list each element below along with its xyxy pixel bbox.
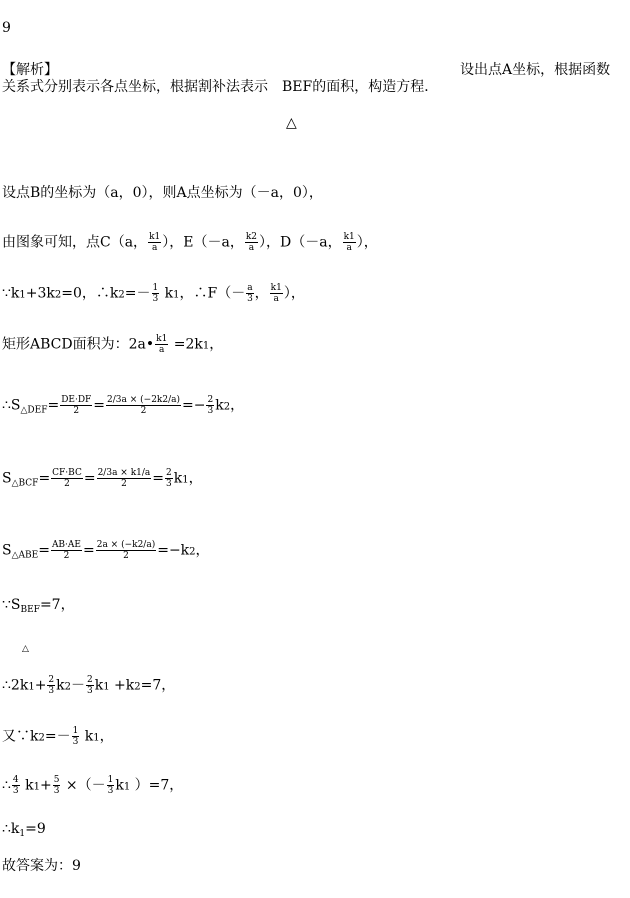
fraction: $\frac{4}{3}$: [12, 775, 19, 796]
fraction: $\frac{k1}{a}$: [149, 232, 161, 253]
answer-line: 故答案为：9: [2, 858, 81, 874]
fraction: $\frac{k1}{a}$: [156, 334, 168, 355]
analysis-heading: 【解析】: [2, 62, 58, 78]
fraction: $\frac{1}{3}$: [107, 775, 114, 796]
fraction: $\frac{2}{3}$: [166, 468, 172, 489]
analysis-line1: 设出点A坐标，根据函数: [460, 62, 611, 78]
fraction: $\frac{1}{3}$: [152, 283, 159, 304]
graph-coordinates-line: 由图象可知，点C（a， $\frac{k1}{a}$ ），E（－a， $\frac{k2}{a}$ ），D（－a， $\frac{k1}{a}$ ），: [2, 232, 378, 253]
area-def-line: $\therefore S_{\triangle DEF}=$ $\frac{DE\cdot DF}{2}$ = $\frac{2/3a \times (-2k2/a)}{2}$ =− $\frac{2}{3}$ k2，: [2, 395, 245, 416]
triangle-subscript: △: [22, 644, 29, 654]
fraction: $\frac{k1}{a}$: [343, 232, 355, 253]
b-coordinate-line: 设点B的坐标为（a，0），则A点坐标为（－a，0），: [2, 185, 323, 201]
fraction: $\frac{5}{3}$: [53, 775, 60, 796]
fraction: $\frac{AB\cdot AE}{2}$: [51, 540, 81, 561]
area-abe-line: $S_{\triangle ABE}=$ $\frac{AB\cdot AE}{2}$ = $\frac{2a \times (-k2/a)}{2}$ =−k2，: [2, 540, 210, 561]
fraction: $\frac{a}{3}$: [247, 283, 253, 304]
fraction: $\frac{k1}{a}$: [270, 283, 282, 304]
triangle-symbol: △: [286, 115, 297, 131]
area-bef-line: $\because S_{BEF}=7$，: [2, 597, 75, 615]
fraction: $\frac{CF\cdot BC}{2}$: [52, 468, 82, 489]
fraction: $\frac{2a \times (-k2/a)}{2}$: [96, 540, 156, 561]
fraction: $\frac{2}{3}$: [207, 395, 214, 416]
fraction: $\frac{2/3a \times k1/a}{2}$: [97, 468, 151, 489]
fraction: $\frac{1}{3}$: [72, 726, 79, 747]
area-bcf-line: $S_{\triangle BCF}=$ $\frac{CF\cdot BC}{2}$ = $\frac{2/3a \times k1/a}{2}$ = $\frac{2}{3}$ k1，: [2, 468, 203, 489]
analysis-line2: 关系式分别表示各点坐标，根据割补法表示 BEF的面积，构造方程．: [2, 79, 439, 95]
fraction: $\frac{DE\cdot DF}{2}$: [61, 395, 92, 416]
fraction: $\frac{2}{3}$: [48, 675, 55, 696]
rectangle-area-line: 矩形ABCD面积为：2a• $\frac{k1}{a}$ =2k1，: [2, 334, 224, 355]
fraction: $\frac{2/3a \times (-2k2/a)}{2}$: [107, 395, 181, 416]
fraction: $\frac{2}{3}$: [87, 675, 93, 696]
fraction: $\frac{k2}{a}$: [245, 232, 258, 253]
equation-line-2: ∴ $\frac{4}{3}$ k1+ $\frac{5}{3}$ ×（－ $\frac{1}{3}$ k1 ）=7，: [2, 775, 184, 796]
again-because-line: 又∵k2=－ $\frac{1}{3}$ k1，: [2, 726, 114, 747]
result-line: $\therefore k_1=9$: [2, 821, 46, 839]
because-line: ∵k1+3k2=0，∴k2=－ $\frac{1}{3}$ k1，∴F（－ $\frac{a}{3}$ ， $\frac{k1}{a}$ ），: [2, 283, 305, 304]
question-number: 9: [2, 20, 11, 36]
equation-line-1: ∴2k1+ $\frac{2}{3}$ k2－ $\frac{2}{3}$ k1 +k2=7，: [2, 675, 176, 696]
